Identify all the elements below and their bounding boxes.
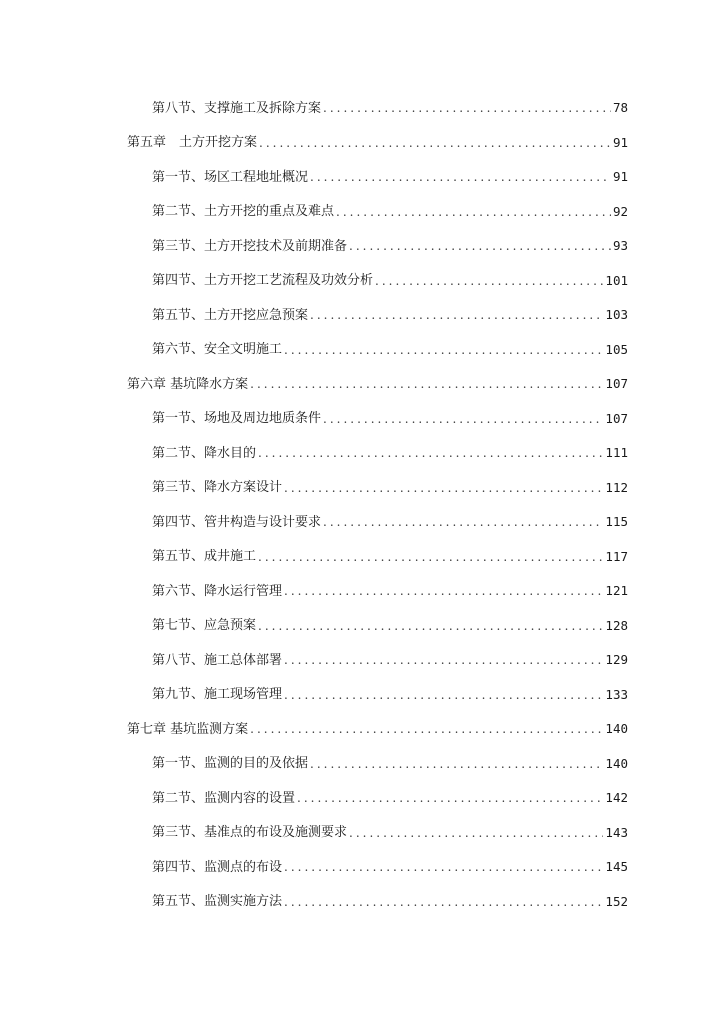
toc-entry-title: 第二节、监测内容的设置	[152, 790, 296, 806]
toc-dot-leader	[323, 516, 603, 528]
toc-entry[interactable]	[0, 781, 724, 816]
toc-dot-leader	[284, 896, 603, 908]
toc-page-number: 115	[605, 514, 628, 529]
toc-page-number: 112	[605, 479, 628, 495]
toc-entry[interactable]	[0, 712, 724, 747]
toc-page-number: 101	[605, 272, 628, 288]
toc-entry[interactable]	[0, 850, 724, 885]
toc-page-number: 107	[605, 376, 628, 391]
toc-entry[interactable]	[0, 609, 724, 644]
toc-page-number: 152	[605, 893, 628, 909]
toc-dot-leader	[284, 585, 603, 597]
toc-dot-leader	[349, 240, 611, 252]
toc-dot-leader	[250, 378, 603, 390]
toc-entry-title: 第八节、支撑施工及拆除方案	[152, 100, 322, 116]
toc-dot-leader	[310, 758, 603, 770]
toc-entry-title: 第四节、管井构造与设计要求	[152, 514, 322, 530]
toc-dot-leader	[259, 137, 611, 149]
toc-entry[interactable]	[0, 816, 724, 851]
toc-entry[interactable]	[0, 402, 724, 437]
toc-page-number: 133	[605, 686, 628, 702]
toc-dot-leader	[323, 413, 603, 425]
toc-entry[interactable]	[0, 747, 724, 782]
toc-entry[interactable]	[0, 126, 724, 161]
toc-entry[interactable]	[0, 195, 724, 230]
toc-entry[interactable]	[0, 471, 724, 506]
toc-dot-leader	[284, 482, 603, 494]
toc-entry-title: 第四节、监测点的布设	[152, 859, 283, 875]
toc-dot-leader	[310, 171, 611, 183]
toc-page-number: 142	[605, 790, 628, 805]
toc-dot-leader	[284, 689, 603, 701]
toc-dot-leader	[258, 447, 603, 459]
toc-page-number: 140	[605, 755, 628, 771]
toc-dot-leader	[258, 620, 603, 632]
toc-entry-title: 第三节、基准点的布设及施测要求	[152, 825, 348, 841]
toc-entry-title: 第六节、安全文明施工	[152, 342, 283, 358]
toc-page-number: 117	[605, 548, 628, 564]
toc-entry[interactable]	[0, 643, 724, 678]
toc-dot-leader	[284, 344, 603, 356]
toc-entry[interactable]	[0, 367, 724, 402]
toc-entry-title: 第三节、土方开挖技术及前期准备	[152, 238, 348, 254]
toc-page-number: 93	[612, 238, 628, 253]
toc-dot-leader	[250, 723, 603, 735]
toc-entry-title: 第九节、施工现场管理	[152, 687, 283, 703]
toc-entry-title: 第五节、成井施工	[152, 549, 257, 565]
toc-page-number: 91	[612, 134, 628, 150]
toc-entry-title: 第二节、降水目的	[152, 445, 257, 461]
toc-entry[interactable]	[0, 885, 724, 920]
toc-page-number: 92	[612, 203, 628, 219]
toc-dot-leader	[284, 861, 603, 873]
toc-dot-leader	[336, 206, 611, 218]
toc-entry-title: 第六章 基坑降水方案	[127, 376, 249, 392]
toc-dot-leader	[258, 551, 603, 563]
toc-page-number: 103	[605, 307, 628, 322]
toc-entry[interactable]	[0, 678, 724, 713]
toc-entry-title: 第五节、土方开挖应急预案	[152, 307, 309, 323]
toc-entry-title: 第七节、应急预案	[152, 618, 257, 634]
toc-entry[interactable]	[0, 264, 724, 299]
toc-dot-leader	[349, 827, 603, 839]
toc-entry[interactable]	[0, 505, 724, 540]
toc-page-number: 143	[605, 824, 628, 840]
toc-entry-title: 第五节、监测实施方法	[152, 894, 283, 910]
toc-entry[interactable]	[0, 436, 724, 471]
toc-entry-title: 第八节、施工总体部署	[152, 652, 283, 668]
toc-page-number: 128	[605, 617, 628, 633]
toc-page-number: 129	[605, 652, 628, 667]
toc-entry-title: 第七章 基坑监测方案	[127, 721, 249, 737]
toc-entry[interactable]	[0, 540, 724, 575]
toc-entry-title: 第一节、监测的目的及依据	[152, 756, 309, 772]
toc-entry[interactable]	[0, 160, 724, 195]
toc-page-number: 145	[605, 859, 628, 874]
toc-entry-title: 第三节、降水方案设计	[152, 480, 283, 496]
toc-entry-title: 第一节、场地及周边地质条件	[152, 411, 322, 427]
table-of-contents	[0, 91, 724, 919]
toc-dot-leader	[310, 309, 603, 321]
toc-dot-leader	[297, 792, 603, 804]
toc-page-number: 111	[605, 445, 628, 460]
toc-page-number: 105	[605, 341, 628, 357]
toc-entry-title: 第六节、降水运行管理	[152, 583, 283, 599]
toc-entry-title: 第二节、土方开挖的重点及难点	[152, 204, 335, 220]
toc-entry[interactable]	[0, 91, 724, 126]
toc-page-number: 91	[612, 169, 628, 184]
toc-entry-title: 第一节、场区工程地址概况	[152, 169, 309, 185]
toc-entry[interactable]	[0, 574, 724, 609]
toc-dot-leader	[323, 102, 611, 114]
toc-dot-leader	[375, 275, 603, 287]
toc-page-number: 140	[605, 721, 628, 736]
toc-entry-title: 第五章 土方开挖方案	[127, 135, 258, 151]
toc-page-number: 121	[605, 583, 628, 598]
toc-entry-title: 第四节、土方开挖工艺流程及功效分析	[152, 273, 374, 289]
toc-entry[interactable]	[0, 298, 724, 333]
toc-page-number: 78	[612, 100, 628, 115]
toc-page-number: 107	[605, 410, 628, 426]
toc-dot-leader	[284, 654, 603, 666]
toc-entry[interactable]	[0, 333, 724, 368]
toc-entry[interactable]	[0, 229, 724, 264]
